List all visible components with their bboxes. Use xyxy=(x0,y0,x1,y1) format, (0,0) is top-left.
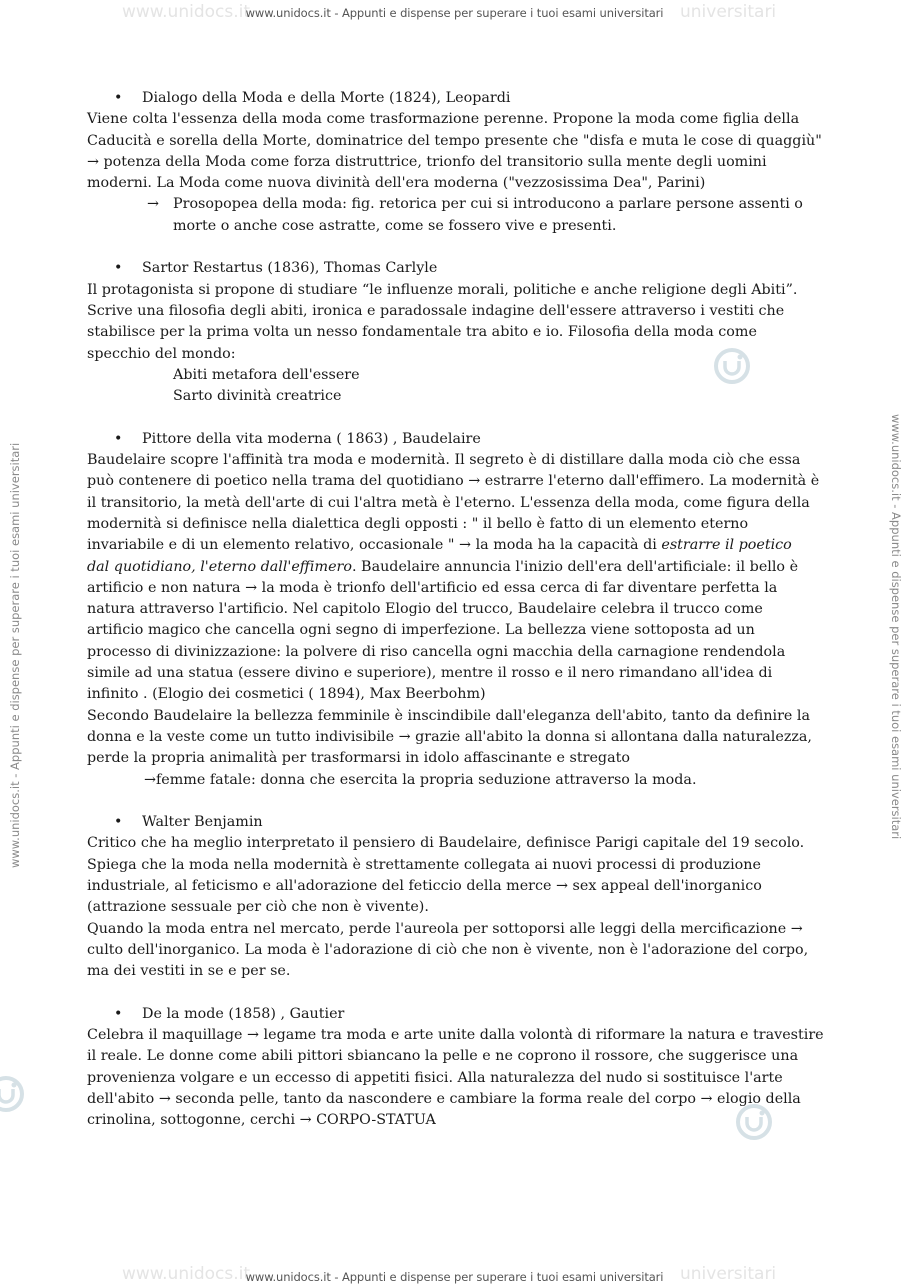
paragraph-line: Celebra il maquillage → legame tra moda e arte unite dalla volontà di riformare la natura e travestire xyxy=(87,1027,824,1044)
paragraph-line: artificio e non natura → la moda è trionfo dell'artificio ed essa cerca di far diventare perfetta la xyxy=(87,579,778,596)
paragraph-line: Secondo Baudelaire la bellezza femminile è inscindibile dall'eleganza dell'abito, tanto da definire la xyxy=(87,707,811,724)
paragraph-line: artificio magico che cancella ogni segno di imperfezione. La bellezza viene sottoposta ad un xyxy=(87,622,755,639)
paragraph-line: specchio del mondo: xyxy=(87,345,236,362)
watermark-side-right: www.unidocs.it - Appunti e dispense per superare i tuoi esami universitari xyxy=(889,414,903,840)
section-heading: • Walter Benjamin xyxy=(87,812,827,833)
paragraph-line: modernità si definisce nella dialettica degli opposti : " il bello è fatto di un elemento eterno xyxy=(87,515,749,532)
paragraph-line: donna e la veste come un tutto indivisibile → grazie all'abito la donna si allontana dalla naturalezza, xyxy=(87,728,812,745)
paragraph-line: Baudelaire scopre l'affinità tra moda e modernità. Il segreto è di distillare dalla moda ciò che essa xyxy=(87,452,801,469)
section-heading: • Sartor Restartus (1836), Thomas Carlyle xyxy=(87,258,827,279)
paragraph-line: invariabile e di un elemento relativo, occasionale " → la moda ha la capacità di estrarre il poetico xyxy=(87,537,792,554)
section-heading: • De la mode (1858) , Gautier xyxy=(87,1004,827,1025)
paragraph-line: simile ad una statua (essere divino e superiore), mentre il rosso e il nero rimandano all'idea di xyxy=(87,665,773,682)
paragraph-line: → potenza della Moda come forza distruttrice, trionfo del transitorio sulla mente degli uomini xyxy=(87,153,767,170)
paragraph-line: infinito . (Elogio dei cosmetici ( 1894), Max Beerbohm) xyxy=(87,686,486,703)
paragraph-line: (attrazione sessuale per ciò che non è vivente). xyxy=(87,899,429,916)
watermark-footer: www.unidocs.it - Appunti e dispense per superare i tuoi esami universitari xyxy=(245,1270,664,1284)
watermark-header: www.unidocs.it - Appunti e dispense per superare i tuoi esami universitari xyxy=(245,6,664,20)
paragraph-line: Caducità e sorella della Morte, dominatrice del tempo presente che "disfa e muta le cose di quaggiù" xyxy=(87,132,822,149)
bullet-icon: • xyxy=(114,90,123,106)
paragraph-line: dell'abito → seconda pelle, tanto da nascondere e cambiare la forma reale del corpo → elogio della xyxy=(87,1090,801,1107)
paragraph-line: Il protagonista si propone di studiare “le influenze morali, politiche e anche religione degli Abiti”. xyxy=(87,281,798,298)
paragraph-line: moderni. La Moda come nuova divinità dell'era moderna ("vezzosissima Dea", Parini) xyxy=(87,175,706,192)
bullet-icon: • xyxy=(114,1005,123,1022)
watermark-ghost-right-top: universitari xyxy=(680,2,777,22)
paragraph-line: crinolina, sottogonne, cerchi → CORPO-STATUA xyxy=(87,1112,436,1129)
paragraph-line: il transitorio, la metà dell'arte di cui l'altra metà è l'eterno. L'essenza della moda, come figura della xyxy=(87,494,810,511)
paragraph-line: Critico che ha meglio interpretato il pensiero di Baudelaire, definisce Parigi capitale del 19 secolo. xyxy=(87,835,805,852)
indented-line: Abiti metafora dell'essere xyxy=(173,366,360,383)
paragraph-line: ma dei vestiti in se e per se. xyxy=(87,963,291,980)
paragraph-line: processo di divinizzazione: la polvere di riso cancella ogni macchia della carnagione rendendola xyxy=(87,643,786,660)
paragraph-line: provenienza volgare e un eccesso di appetiti fisici. Alla naturalezza del nudo si sostituisce l'arte xyxy=(87,1069,783,1086)
unidocs-logo-icon xyxy=(0,1074,26,1114)
paragraph-line: stabilisce per la prima volta un nesso fondamentale tra abito e io. Filosofia della moda come xyxy=(87,324,757,341)
document-body xyxy=(87,88,827,1132)
indented-line: Sarto divinità creatrice xyxy=(173,388,342,405)
paragraph-line: Scrive una filosofia degli abiti, ironica e paradossale indagine dell'essere attraverso i vestiti che xyxy=(87,302,785,319)
bullet-icon: • xyxy=(114,430,123,447)
watermark-ghost-right-bottom: universitari xyxy=(680,1264,777,1284)
paragraph-line: Viene colta l'essenza della moda come trasformazione perenne. Propone la moda come figlia della xyxy=(87,111,800,128)
paragraph-line: natura attraverso l'artificio. Nel capitolo Elogio del trucco, Baudelaire celebra il trucco come xyxy=(87,601,763,618)
paragraph-line: dal quotidiano, l'eterno dall'effimero. Baudelaire annuncia l'inizio dell'era dell'artificiale: il bello è xyxy=(87,558,799,575)
femme-fatale-line: →femme fatale: donna che esercita la propria seduzione attraverso la moda. xyxy=(144,771,697,788)
section-heading: • Pittore della vita moderna ( 1863) , Baudelaire xyxy=(87,429,827,450)
paragraph-line: Quando la moda entra nel mercato, perde l'aureola per sottoporsi alle leggi della mercificazione → xyxy=(87,920,803,937)
italic-quote: estrarre il poetico xyxy=(661,537,792,554)
watermark-ghost-left-bottom: www.unidocs.it xyxy=(122,1264,251,1284)
paragraph-line: può contenere di poetico nella trama del quotidiano → estrarre l'eterno dall'effimero. La modernità è xyxy=(87,473,820,490)
watermark-side-left: www.unidocs.it - Appunti e dispense per superare i tuoi esami universitari xyxy=(8,442,22,868)
bullet-icon: • xyxy=(114,260,123,277)
italic-quote: dal quotidiano, l'eterno dall'effimero xyxy=(87,558,352,575)
paragraph-line: perde la propria animalità per trasformarsi in idolo affascinante e stregato xyxy=(87,750,630,767)
sub-arrow-item: → Prosopopea della moda: fig. retorica per cui si introducono a parlare persone assenti o xyxy=(87,194,827,215)
paragraph-line: il reale. Le donne come abili pittori sbiancano la pelle e ne coprono il rossore, che suggerisce una xyxy=(87,1048,799,1065)
section-heading: • Dialogo della Moda e della Morte (1824), Leopardi xyxy=(87,88,827,109)
paragraph-line: culto dell'inorganico. La moda è l'adorazione di ciò che non è vivente, non è l'adorazione del corpo, xyxy=(87,941,809,958)
watermark-ghost-left-top: www.unidocs.it xyxy=(122,2,251,22)
bullet-icon: • xyxy=(114,814,123,831)
paragraph-line: Spiega che la moda nella modernità è strettamente collegata ai nuovi processi di produzione xyxy=(87,856,761,873)
arrow-icon: → xyxy=(147,196,159,213)
paragraph-line: morte o anche cose astratte, come se fossero vive e presenti. xyxy=(173,217,617,234)
paragraph-line: industriale, al feticismo e all'adorazione del feticcio della merce → sex appeal dell'inorganico xyxy=(87,877,762,894)
